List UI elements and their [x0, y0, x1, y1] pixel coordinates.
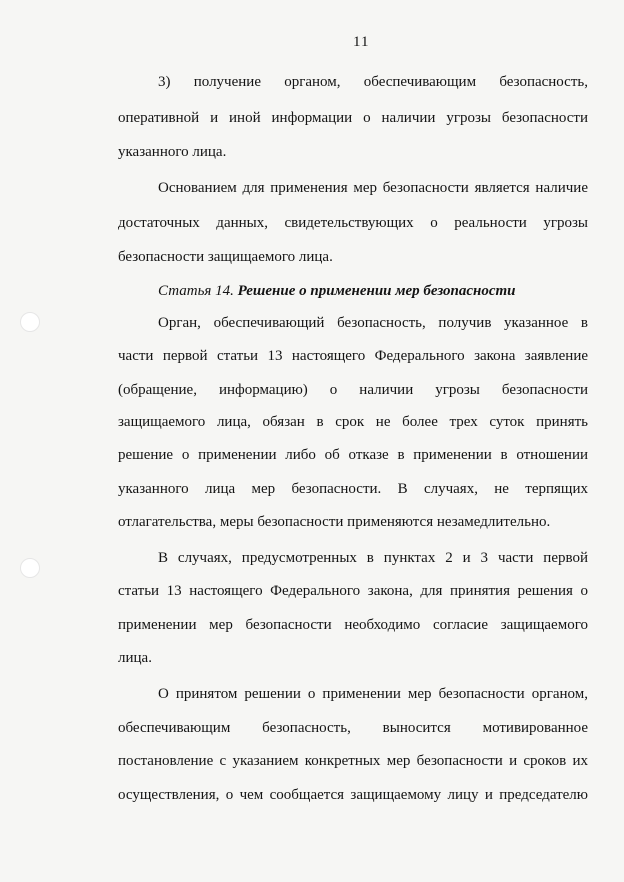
text-line: обеспечивающим безопасность, выносится мотивированное — [118, 720, 588, 736]
text-line: отлагательства, меры безопасности применяются незамедлительно. — [118, 514, 551, 530]
text-line: решение о применении либо об отказе в применении в отношении — [118, 447, 588, 463]
text-line: осуществления, о чем сообщается защищаемому лицу и председателю — [118, 787, 588, 803]
text-line: В случаях, предусмотренных в пунктах 2 и 3 части первой — [158, 550, 588, 566]
article-number: Статья 14. — [158, 283, 234, 299]
article-heading — [158, 283, 516, 300]
text-line: части первой статьи 13 настоящего Федерального закона заявление — [118, 348, 588, 364]
text-line: постановление с указанием конкретных мер безопасности и сроков их — [118, 753, 588, 769]
text-line: 3) получение органом, обеспечивающим безопасность, — [158, 74, 588, 90]
article-title: Решение о применении мер безопасности — [237, 283, 516, 299]
text-line: указанного лица. — [118, 144, 227, 160]
text-line: О принятом решении о применении мер безопасности органом, — [158, 686, 588, 702]
text-line: Орган, обеспечивающий безопасность, получив указанное в — [158, 315, 588, 331]
page-number: 11 — [353, 34, 370, 50]
text-line: достаточных данных, свидетельствующих о реальности угрозы — [118, 215, 588, 231]
text-line: безопасности защищаемого лица. — [118, 249, 333, 265]
text-line: Основанием для применения мер безопасности является наличие — [158, 180, 588, 196]
text-line: (обращение, информацию) о наличии угрозы безопасности — [118, 382, 588, 398]
text-line: оперативной и иной информации о наличии угрозы безопасности — [118, 110, 588, 126]
punch-hole-top — [20, 312, 40, 332]
text-line: лица. — [118, 650, 152, 666]
text-line: указанного лица мер безопасности. В случаях, не терпящих — [118, 481, 588, 497]
text-line: защищаемого лица, обязан в срок не более трех суток принять — [118, 414, 588, 430]
text-line: статьи 13 настоящего Федерального закона, для принятия решения о — [118, 583, 588, 599]
text-line: применении мер безопасности необходимо согласие защищаемого — [118, 617, 588, 633]
punch-hole-bottom — [20, 558, 40, 578]
